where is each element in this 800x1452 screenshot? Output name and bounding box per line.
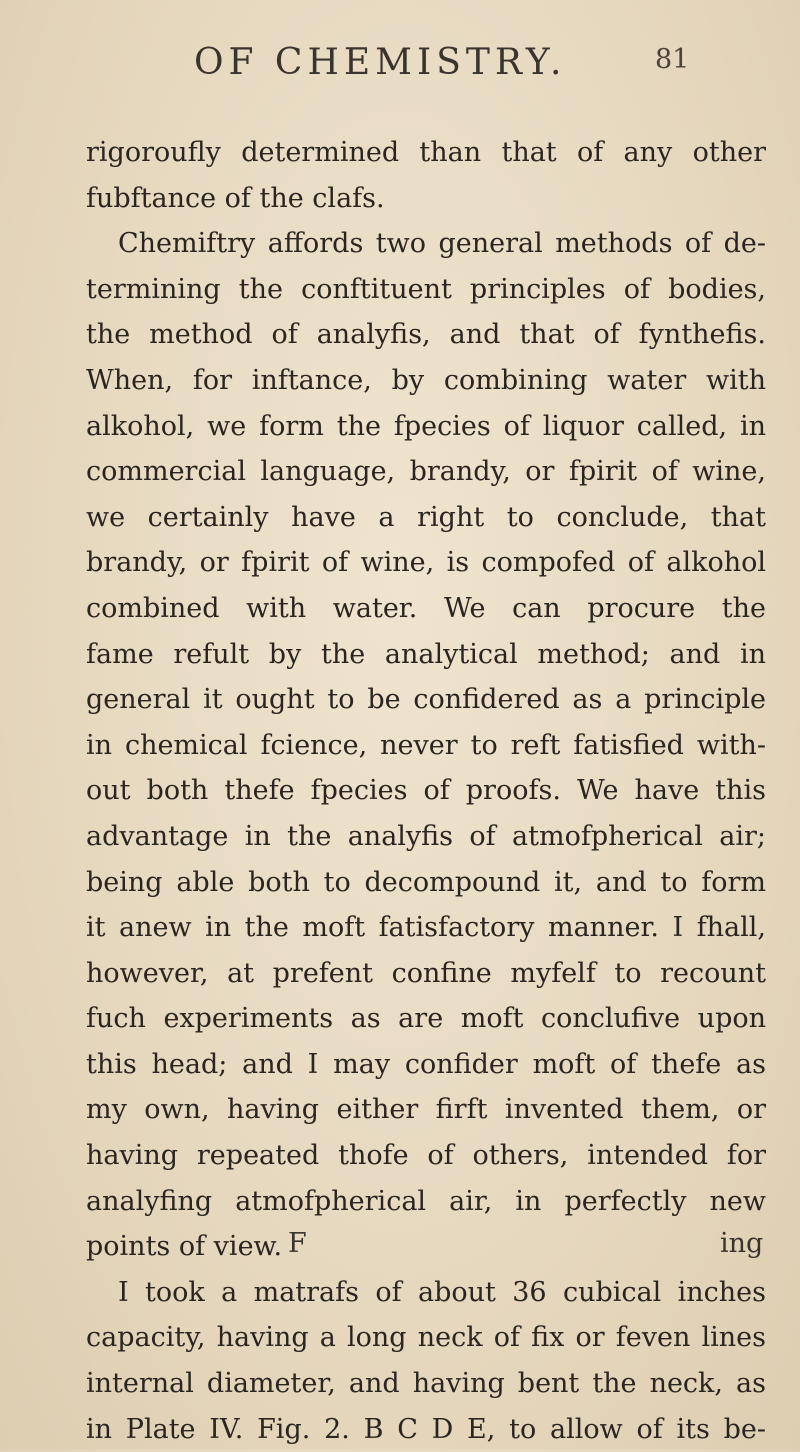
text-line: however, at prefent confine myfelf to recount xyxy=(86,957,766,989)
text-line: it anew in the moft fatisfactory manner. I fhall, xyxy=(86,912,766,944)
text-line: being able both to decompound it, and to form xyxy=(86,866,766,898)
text-line: internal diameter, and having bent the neck, as xyxy=(86,1368,766,1400)
text-line: we certainly have a right to conclude, that xyxy=(86,501,766,533)
text-line: When, for inftance, by combining water with xyxy=(86,364,766,396)
text-line: my own, having either firft invented them, or xyxy=(86,1094,766,1126)
text-line: termining the conftituent principles of bodies, xyxy=(86,273,766,305)
running-title: OF CHEMISTRY. xyxy=(194,42,567,83)
text-line: having repeated thofe of others, intended for xyxy=(86,1140,766,1172)
text-line: I took a matrafs of about 36 cubical inches xyxy=(118,1276,766,1308)
text-line: alkohol, we form the fpecies of liquor called, in xyxy=(86,410,766,442)
page-number: 81 xyxy=(655,44,690,75)
text-line: fuch experiments as are moft conclufive upon xyxy=(86,1003,766,1035)
text-line: general it ought to be confidered as a principle xyxy=(86,684,766,716)
text-line: fame refult by the analytical method; and in xyxy=(86,638,766,670)
text-line: out both thefe fpecies of proofs. We have this xyxy=(86,775,766,807)
footer-row xyxy=(0,1228,800,1274)
text-line: in Plate IV. Fig. 2. B C D E, to allow of its be- xyxy=(86,1413,766,1445)
text-line: analyfing atmofpherical air, in perfectly new xyxy=(86,1185,766,1217)
text-line: combined with water. We can procure the xyxy=(86,592,766,624)
text-line: fubftance of the clafs. xyxy=(86,182,385,214)
text-line: in chemical fcience, never to reft fatisfied with- xyxy=(86,729,766,761)
text-line: advantage in the analyfis of atmofpherical air; xyxy=(86,820,766,852)
signature-mark: F xyxy=(288,1228,307,1259)
text-line: the method of analyfis, and that of fynthefis. xyxy=(86,319,766,351)
text-line: commercial language, brandy, or fpirit of wine, xyxy=(86,456,766,488)
running-head xyxy=(0,42,800,92)
text-line: Chemiftry affords two general methods of de- xyxy=(118,228,766,260)
text-line: brandy, or fpirit of wine, is compofed of alkohol xyxy=(86,547,766,579)
text-line: this head; and I may confider moft of thefe as xyxy=(86,1048,766,1080)
text-line: capacity, having a long neck of fix or feven lines xyxy=(86,1322,766,1354)
catchword: ing xyxy=(720,1228,764,1259)
text-line: rigoroufly determined than that of any other xyxy=(86,137,766,168)
text-line: points of view. xyxy=(86,1231,283,1263)
